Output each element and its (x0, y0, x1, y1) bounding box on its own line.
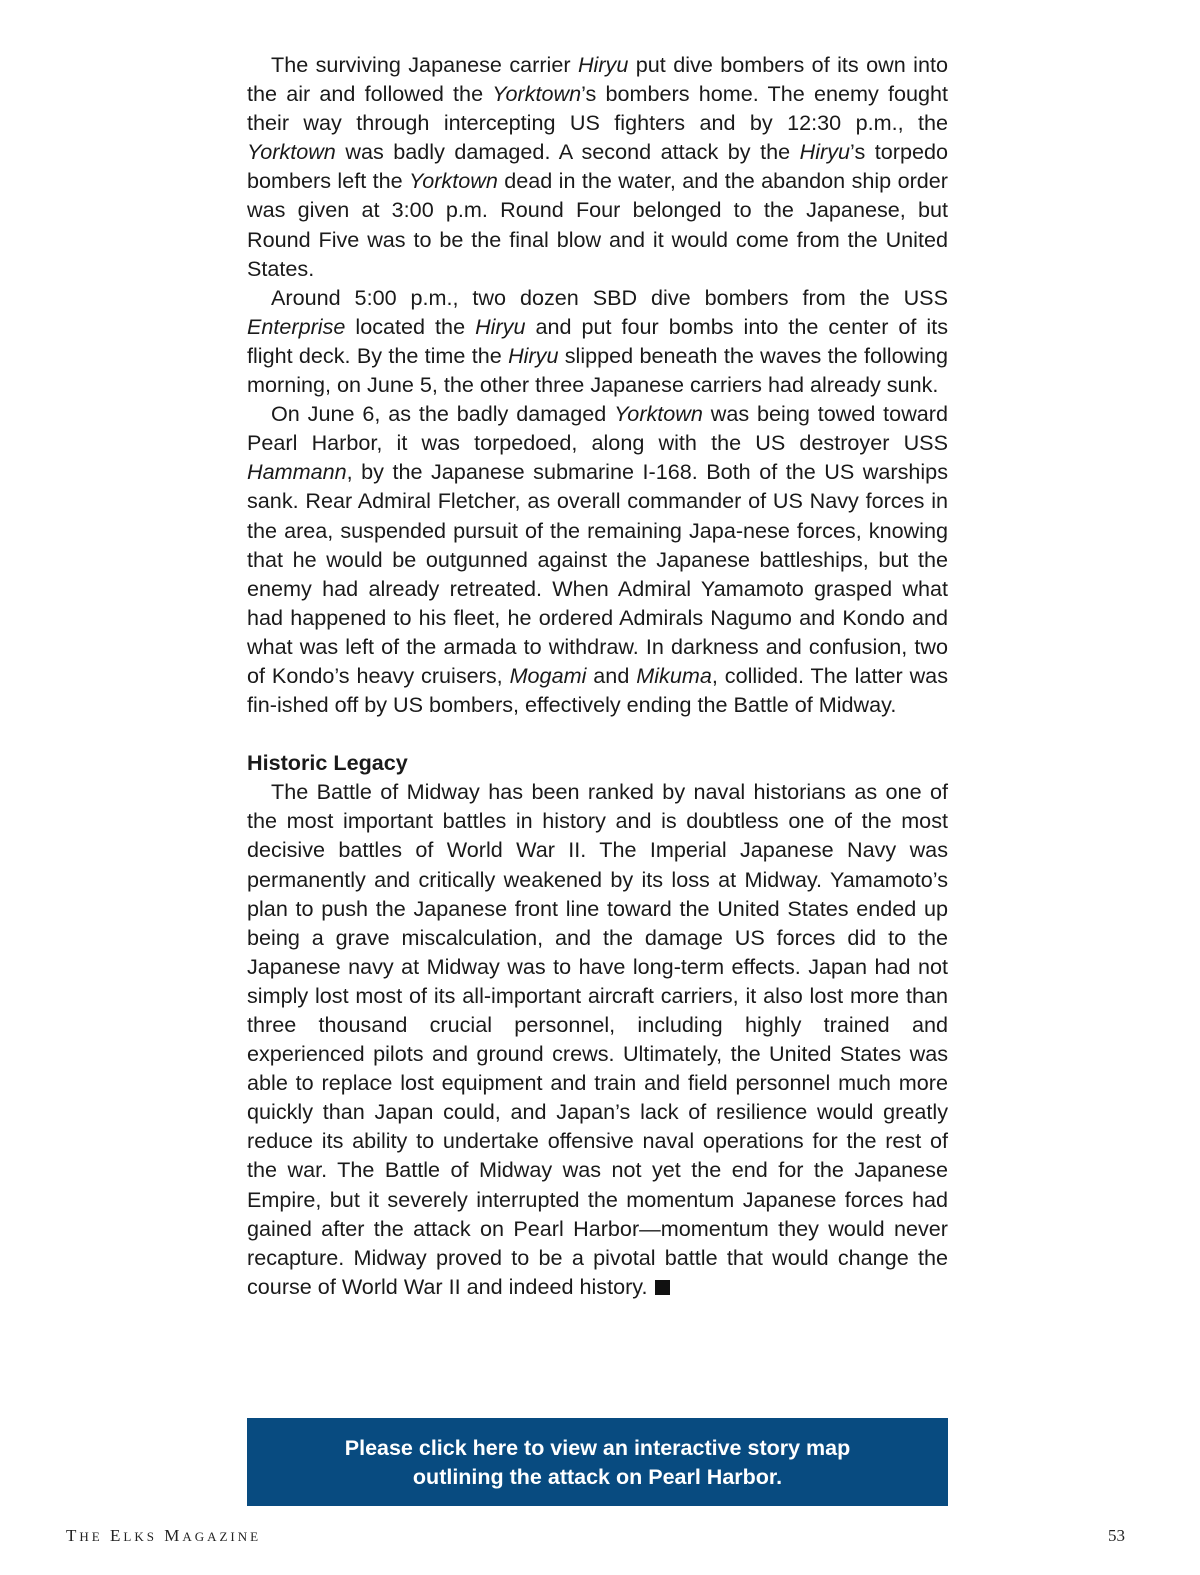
ship-name-yorktown: Yorktown (409, 168, 498, 194)
text-run: slipped beneath the waves the following morning, on June 5, the other three Japanese carriers had already sunk. (247, 342, 948, 398)
text-run: and (586, 662, 637, 688)
article-column (247, 50, 948, 1301)
story-map-link-button[interactable] (247, 1418, 948, 1506)
text-run: , collided. The latter was fin-ished off by US bombers, effectively ending the Battle of Midway. (247, 662, 948, 718)
paragraph-historic-legacy (247, 777, 948, 1301)
text-run: On June 6, as the badly damaged (271, 401, 615, 427)
text-run: The surviving Japanese carrier (271, 52, 578, 77)
text-run: located the (345, 313, 476, 339)
section-heading: Historic Legacy (247, 750, 408, 776)
ship-name-hiryu: Hiryu (475, 313, 526, 339)
text-run: ’s torpedo bombers left the (247, 139, 948, 194)
footer-letters: LKS (123, 1529, 157, 1544)
text-run: , by the Japanese submarine I-168. Both of the US warships sank. Rear Admiral Fletcher, as overall commander of US Navy forces in the area, suspended pursuit of the remaining Japa-nese forces, knowing that he would be outgunned against the Japanese battleships, but the enemy had already retreated. When Admiral Yamamoto grasped what had happened to his fleet, he ordered Admirals Nagumo and Kondo and what was left of the armada to withdraw. In darkness and confusion, two of Kondo’s heavy cruisers, (247, 459, 948, 688)
text-run: and put four bombs into the center of its flight deck. By the time the (247, 313, 948, 368)
text-run: put dive bombers of its own into the air and followed the (247, 52, 948, 107)
magazine-name-footer (66, 1526, 261, 1546)
footer-letter: E (109, 1526, 124, 1545)
ship-name-mogami: Mogami (509, 662, 587, 688)
paragraph-enterprise-strike (247, 283, 948, 399)
page-number: 53 (1108, 1526, 1125, 1545)
story-map-link-line-1: Please click here to view an interactive story map (344, 1436, 851, 1460)
paragraph-hiryu-counterattack (247, 50, 948, 283)
ship-name-hiryu: Hiryu (577, 52, 629, 77)
ship-name-hammann: Hammann (247, 459, 347, 485)
text-run: Around 5:00 p.m., two dozen SBD dive bombers from the USS (271, 284, 948, 310)
text-run: The Battle of Midway has been ranked by naval historians as one of the most important battles in history and is doubtless one of the most decisive battles of World War II. The Imperial Japanese Navy was permanently and critically weakened by its loss at Midway. Yamamoto’s plan to push the Japanese front line toward the United States ended up being a grave miscalculation, and the damage US forces did to the Japanese navy at Midway was to have long-term effects. Japan had not simply lost most of its all-important aircraft carriers, it also lost more than three thousand crucial personnel, including highly trained and experienced pilots and ground crews. Ultimately, the United States was able to replace lost equipment and train and field personnel much more quickly than Japan could, and Japan’s lack of resilience would greatly reduce its ability to undertake offensive naval operations for the rest of the war. The Battle of Midway was not yet the end for the Japanese Empire, but it severely interrupted the momentum Japanese forces had gained after the attack on Pearl Harbor—momentum they would never recapture. Midway proved to be a pivotal battle that would change the course of World War II and indeed history. (247, 779, 948, 1299)
ship-name-hiryu: Hiryu (799, 139, 851, 165)
footer-letters: AGAZINE (182, 1529, 262, 1544)
ship-name-yorktown: Yorktown (247, 139, 336, 165)
footer-letters: HE (79, 1529, 103, 1544)
text-run: dead in the water, and the abandon ship order was given at 3:00 p.m. Round Four belonged to the Japanese, but Round Five was to be the final blow and it would come from the United States. (247, 168, 948, 281)
paragraph-yorktown-sinking (247, 399, 948, 719)
ship-name-mikuma: Mikuma (636, 662, 712, 688)
footer-letter: M (164, 1526, 183, 1545)
text-run: ’s bombers home. The enemy fought their way through intercepting US fighters and by 12:30 p.m., the (247, 81, 948, 136)
text-run: was being towed toward Pearl Harbor, it was torpedoed, along with the US destroyer USS (247, 401, 948, 456)
ship-name-enterprise: Enterprise (247, 313, 346, 339)
story-map-link-line-2: outlining the attack on Pearl Harbor. (412, 1464, 783, 1489)
ship-name-yorktown: Yorktown (614, 401, 703, 427)
footer-letter: T (66, 1526, 80, 1545)
end-of-article-square-icon (655, 1280, 670, 1295)
ship-name-yorktown: Yorktown (492, 81, 582, 107)
text-run: was badly damaged. A second attack by the (335, 139, 800, 165)
ship-name-hiryu: Hiryu (508, 342, 559, 368)
